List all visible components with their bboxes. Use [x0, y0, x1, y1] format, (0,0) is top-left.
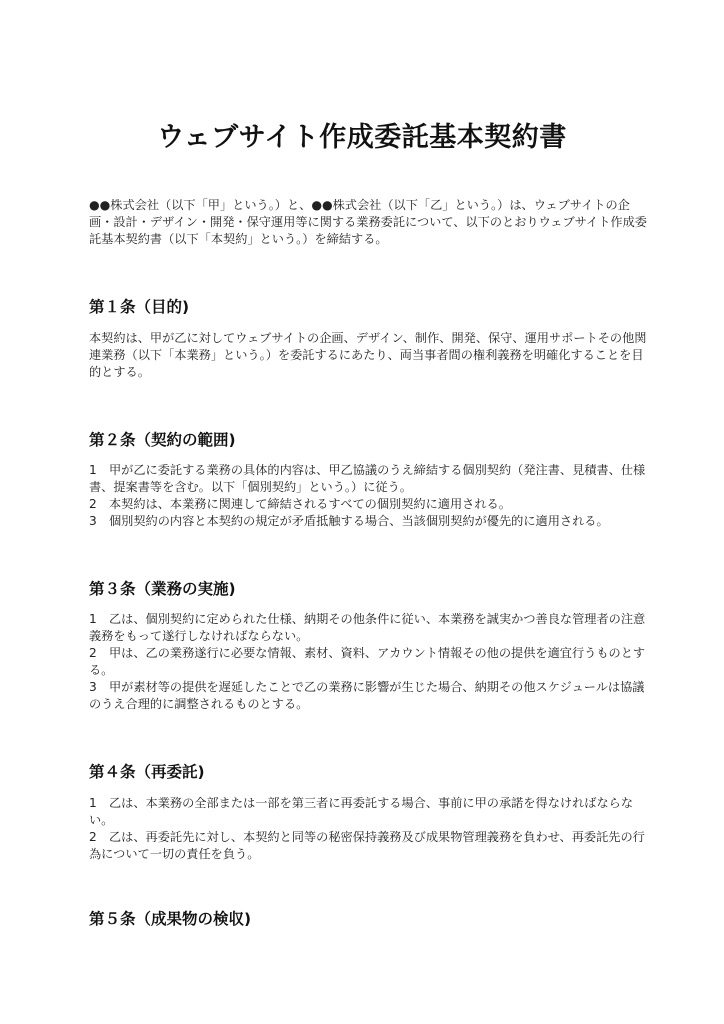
document-title: ウェブサイト作成委託基本契約書: [157, 122, 567, 153]
article-4-clause-2: 2 乙は、再委託先に対し、本契約と同等の秘密保持義務及び成果物管理義務を負わせ、再委託先の行為について一切の責任を負う。: [89, 830, 645, 861]
article-3-clause-1: 1 乙は、個別契約に定められた仕様、納期その他条件に従い、本業務を誠実かつ善良な管理者の注意義務をもって遂行しなければならない。: [89, 612, 646, 643]
article-1-clause: 本契約は、甲が乙に対してウェブサイトの企画、デザイン、制作、開発、保守、運用サポートその他関連業務（以下「本業務」という。）を委託するにあたり、両当事者間の権利義務を明確化することを目的とする。: [89, 331, 647, 379]
article-2-clause-2: 2 本契約は、本業務に関連して締結されるすべての個別契約に適用される。: [89, 497, 511, 511]
article-2-body: [89, 462, 649, 530]
article-1-body: [89, 330, 649, 381]
article-3-body: [89, 611, 649, 713]
article-3-heading: 第３条（業務の実施): [89, 580, 236, 598]
article-4-clause-1: 1 乙は、本業務の全部または一部を第三者に再委託する場合、事前に甲の承諾を得なければならない。: [89, 796, 634, 827]
article-4-heading: 第４条（再委託): [89, 763, 205, 781]
article-3-clause-2: 2 甲は、乙の業務遂行に必要な情報、素材、資料、アカウント情報その他の提供を適宜行うものとする。: [89, 646, 646, 677]
article-1-heading: 第１条（目的): [89, 298, 190, 316]
article-2-heading: 第２条（契約の範囲): [89, 431, 236, 449]
article-3-clause-3: 3 甲が素材等の提供を遅延したことで乙の業務に影響が生じた場合、納期その他スケジュールは協議のうえ合理的に調整されるものとする。: [89, 680, 645, 711]
article-5-heading: 第５条（成果物の検収): [89, 910, 252, 928]
article-4-body: [89, 795, 649, 863]
article-2-clause-1: 1 甲が乙に委託する業務の具体的内容は、甲乙協議のうえ締結する個別契約（発注書、見積書、仕様書、提案書等を含む。以下「個別契約」という。）に従う。: [89, 463, 646, 494]
article-2-clause-3: 3 個別契約の内容と本契約の規定が矛盾抵触する場合、当該個別契約が優先的に適用される。: [89, 514, 609, 528]
preamble-paragraph: ●●株式会社（以下「甲」という。）と、●●株式会社（以下「乙」という。）は、ウェブサイトの企画・設計・デザイン・開発・保守運用等に関する業務委託について、以下のとおりウェブサイト作成委託基本契約書（以下「本契約」という。）を締結する。: [89, 198, 647, 246]
